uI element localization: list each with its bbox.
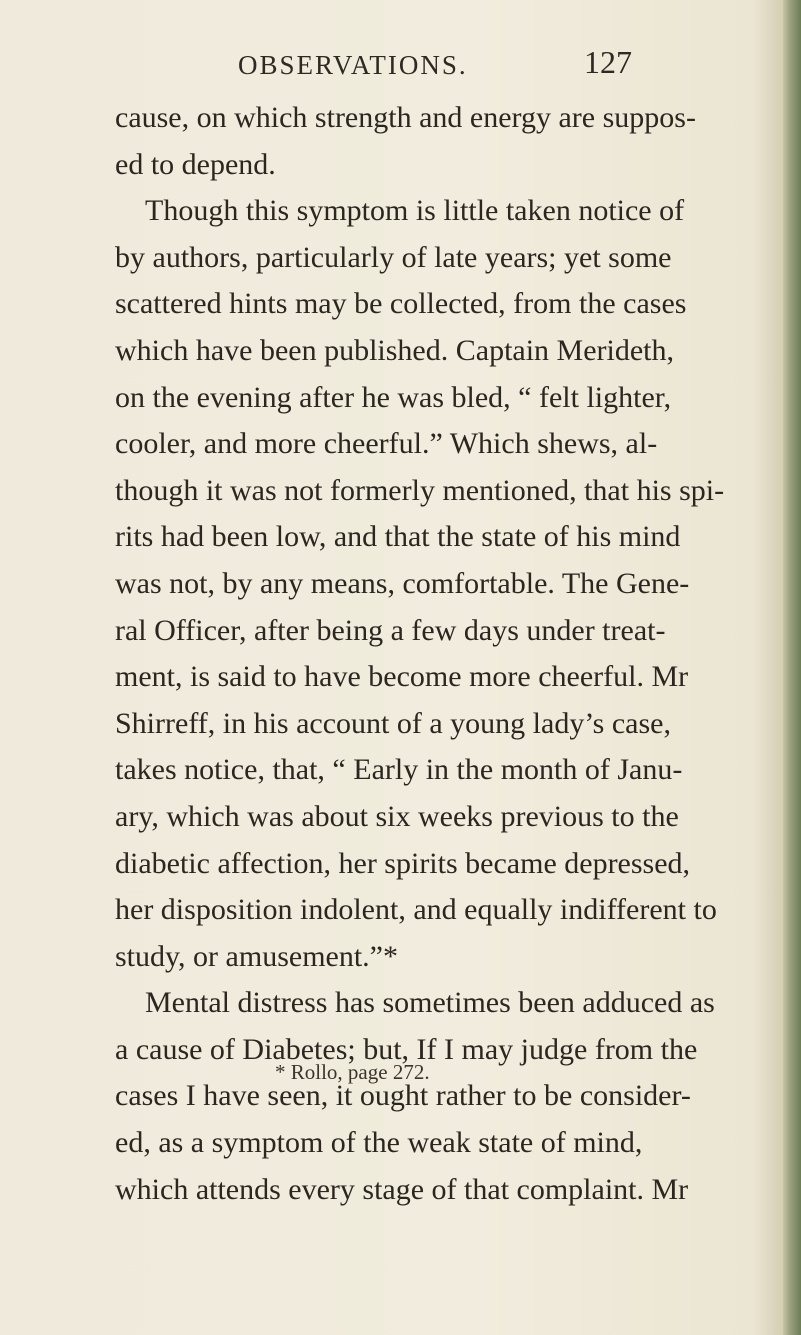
text-line: diabetic affection, her spirits became depressed, — [115, 846, 691, 880]
text-line: though it was not formerly mentioned, that his spi- — [115, 473, 725, 507]
text-line: cooler, and more cheerful.” Which shews, al- — [115, 427, 658, 461]
text-line: on the evening after he was bled, “ felt lighter, — [115, 380, 672, 414]
page-edge — [783, 0, 801, 1335]
text-line: ment, is said to have become more cheerful. Mr — [115, 660, 689, 694]
footnote: * Rollo, page 272. — [275, 1060, 430, 1084]
text-line: which have been published. Captain Merideth, — [115, 333, 675, 367]
text-line: study, or amusement.”* — [115, 939, 398, 973]
text-line: cause, on which strength and energy are suppos- — [115, 101, 696, 134]
text-line: ed to depend. — [115, 147, 276, 181]
page-number: 127 — [584, 44, 632, 80]
text-line: ary, which was about six weeks previous to the — [115, 799, 679, 833]
text-line: cases I have seen, it ought rather to be consider- — [115, 1079, 691, 1113]
text-line: a cause of Diabetes; but, If I may judge from the — [115, 1032, 698, 1066]
running-head-title: OBSERVATIONS. — [238, 50, 468, 80]
text-line: was not, by any means, comfortable. The Gene- — [115, 566, 690, 600]
text-line: scattered hints may be collected, from the cases — [115, 287, 687, 321]
text-line: Though this symptom is little taken notice of — [145, 194, 685, 228]
running-head — [0, 44, 801, 90]
text-line: rits had been low, and that the state of his mind — [115, 520, 681, 554]
text-line: Mental distress has sometimes been adduced as — [145, 986, 715, 1020]
text-line: takes notice, that, “ Early in the month of Janu- — [115, 753, 683, 787]
text-line: her disposition indolent, and equally indifferent to — [115, 893, 717, 927]
text-line: by authors, particularly of late years; yet some — [115, 240, 672, 274]
body-text — [115, 95, 725, 1213]
text-line: which attends every stage of that complaint. Mr — [115, 1172, 689, 1206]
text-line: Shirreff, in his account of a young lady’s case, — [115, 706, 671, 740]
text-line: ed, as a symptom of the weak state of mind, — [115, 1126, 643, 1160]
text-line: ral Officer, after being a few days under treat- — [115, 613, 666, 647]
